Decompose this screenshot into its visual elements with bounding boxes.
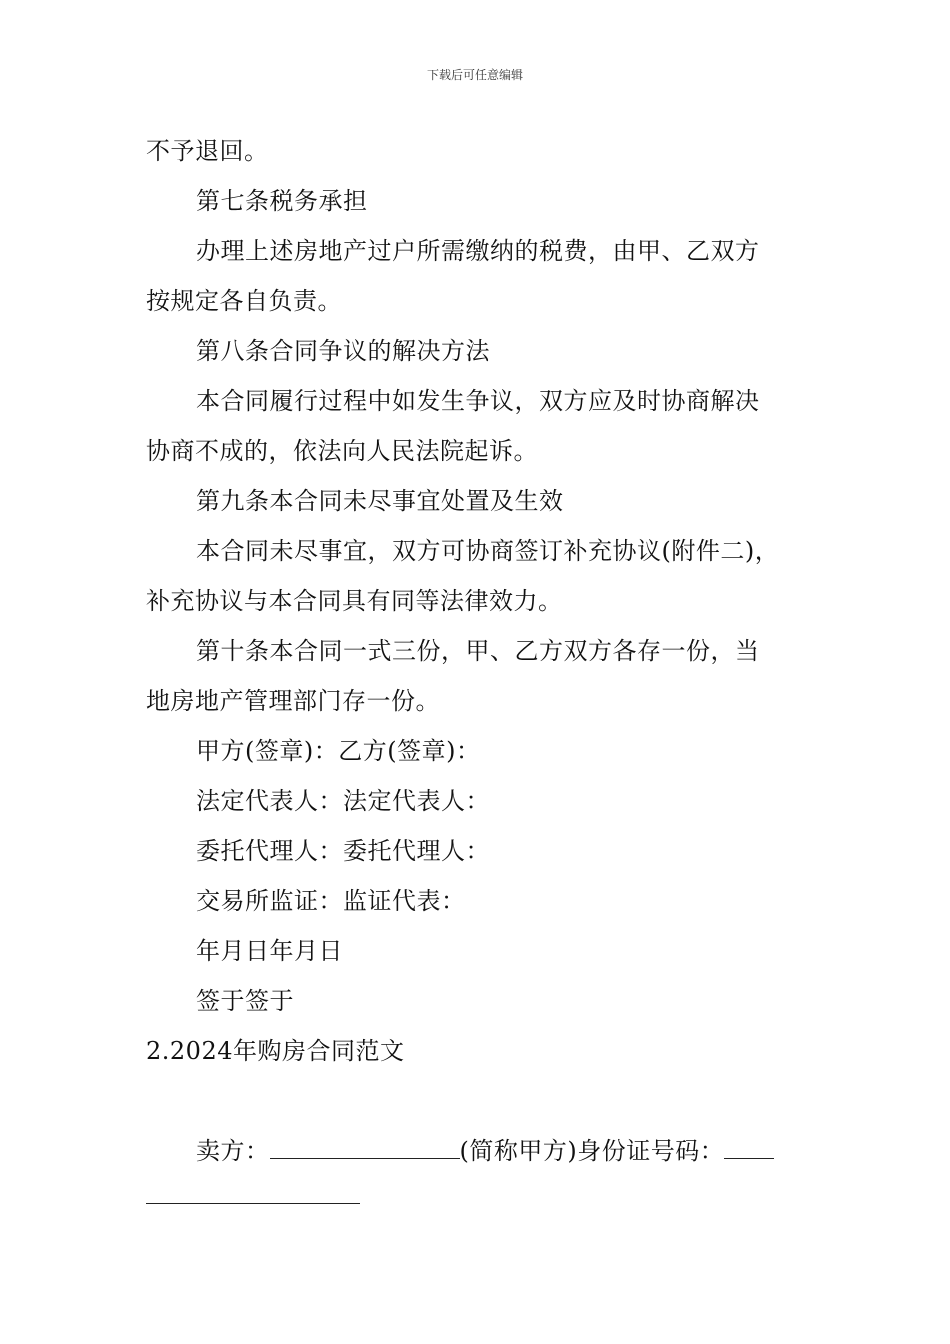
signed-at-line: 签于签于 <box>196 987 294 1015</box>
signature-line: 甲方(签章)：乙方(签章)： <box>196 737 481 765</box>
paragraph-line: 地房地产管理部门存一份。 <box>146 687 440 715</box>
paragraph-line: 按规定各自负责。 <box>146 287 342 315</box>
paragraph-line: 本合同履行过程中如发生争议，双方应及时协商解决 <box>196 387 760 415</box>
paragraph-line: 不予退回。 <box>146 137 269 165</box>
paragraph-line: 协商不成的，依法向人民法院起诉。 <box>146 437 538 465</box>
id-number-blank-continued <box>146 1203 360 1204</box>
page-header: 下载后可任意编辑 <box>426 68 523 82</box>
paragraph-line: 本合同未尽事宜，双方可协商签订补充协议(附件二)， <box>196 537 780 565</box>
seller-line <box>196 1136 774 1166</box>
signature-line: 委托代理人：委托代理人： <box>196 837 490 865</box>
seller-mid-text: (简称甲方)身份证号码： <box>459 1137 725 1165</box>
date-line: 年月日年月日 <box>196 937 343 965</box>
seller-label: 卖方： <box>196 1137 270 1165</box>
signature-line: 交易所监证：监证代表： <box>196 887 466 915</box>
section-heading: 第七条税务承担 <box>196 187 368 215</box>
paragraph-line: 办理上述房地产过户所需缴纳的税费，由甲、乙双方 <box>196 237 760 265</box>
paragraph-line: 补充协议与本合同具有同等法律效力。 <box>146 587 563 615</box>
section-heading: 第八条合同争议的解决方法 <box>196 337 490 365</box>
paragraph-line: 第十条本合同一式三份，甲、乙方双方各存一份，当 <box>196 637 760 665</box>
section-heading: 第九条本合同未尽事宜处置及生效 <box>196 487 564 515</box>
document-title: 2.2024年购房合同范文 <box>146 1037 405 1065</box>
id-number-blank <box>724 1136 774 1159</box>
signature-line: 法定代表人：法定代表人： <box>196 787 490 815</box>
seller-name-blank <box>270 1136 460 1159</box>
